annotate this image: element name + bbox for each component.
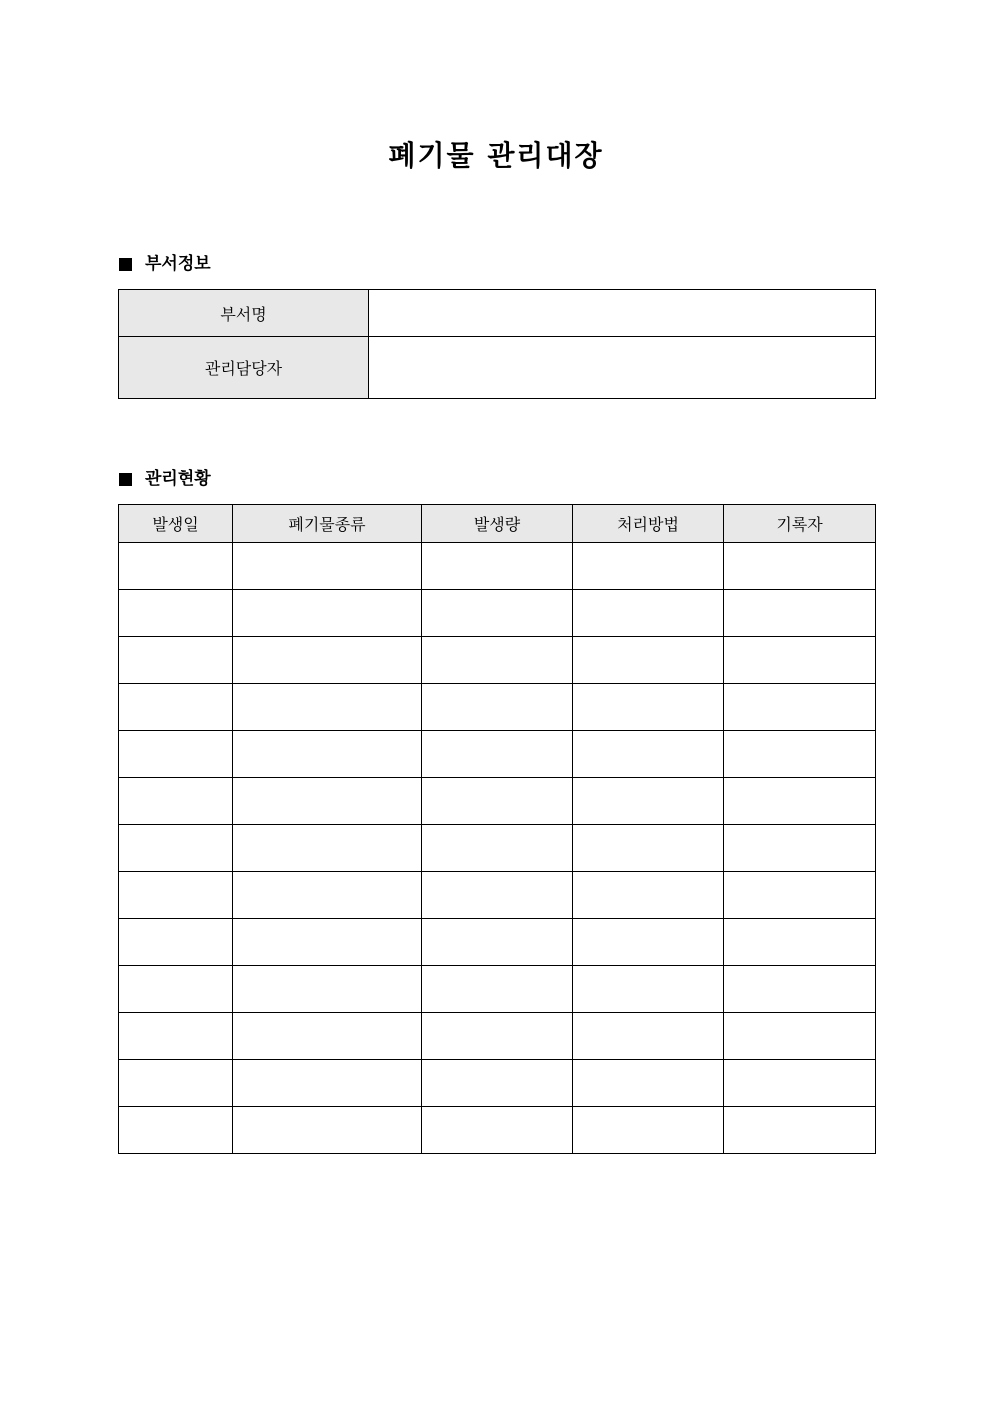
disposal-method-cell[interactable]: [573, 919, 724, 966]
waste-type-cell[interactable]: [233, 590, 422, 637]
amount-cell[interactable]: [422, 637, 573, 684]
amount-cell[interactable]: [422, 590, 573, 637]
table-row: [119, 1013, 876, 1060]
amount-cell[interactable]: [422, 731, 573, 778]
column-header-date: 발생일: [119, 505, 233, 543]
recorder-cell[interactable]: [724, 919, 876, 966]
column-header-recorder: 기록자: [724, 505, 876, 543]
table-row: [119, 684, 876, 731]
date-cell[interactable]: [119, 1013, 233, 1060]
recorder-cell[interactable]: [724, 1060, 876, 1107]
disposal-method-cell[interactable]: [573, 778, 724, 825]
manager-label: 관리담당자: [119, 337, 369, 399]
date-cell[interactable]: [119, 684, 233, 731]
square-bullet-icon: [119, 258, 132, 271]
recorder-cell[interactable]: [724, 1107, 876, 1154]
amount-cell[interactable]: [422, 825, 573, 872]
amount-cell[interactable]: [422, 1013, 573, 1060]
date-cell[interactable]: [119, 872, 233, 919]
disposal-method-cell[interactable]: [573, 543, 724, 590]
table-row: [119, 919, 876, 966]
table-row: [119, 966, 876, 1013]
waste-type-cell[interactable]: [233, 684, 422, 731]
square-bullet-icon: [119, 473, 132, 486]
recorder-cell[interactable]: [724, 543, 876, 590]
table-row: [119, 543, 876, 590]
amount-cell[interactable]: [422, 543, 573, 590]
waste-type-cell[interactable]: [233, 825, 422, 872]
recorder-cell[interactable]: [724, 1013, 876, 1060]
table-row: [119, 731, 876, 778]
waste-type-cell[interactable]: [233, 919, 422, 966]
table-row: [119, 337, 876, 399]
waste-status-table: [118, 504, 876, 1154]
disposal-method-cell[interactable]: [573, 966, 724, 1013]
amount-cell[interactable]: [422, 1060, 573, 1107]
amount-cell[interactable]: [422, 778, 573, 825]
date-cell[interactable]: [119, 778, 233, 825]
recorder-cell[interactable]: [724, 637, 876, 684]
amount-cell[interactable]: [422, 1107, 573, 1154]
table-row: [119, 590, 876, 637]
table-row: [119, 872, 876, 919]
disposal-method-cell[interactable]: [573, 731, 724, 778]
page-title: 폐기물 관리대장: [388, 139, 604, 172]
date-cell[interactable]: [119, 731, 233, 778]
waste-type-cell[interactable]: [233, 1107, 422, 1154]
recorder-cell[interactable]: [724, 590, 876, 637]
disposal-method-cell[interactable]: [573, 684, 724, 731]
recorder-cell[interactable]: [724, 966, 876, 1013]
table-row: [119, 637, 876, 684]
column-header-waste-type: 폐기물종류: [233, 505, 422, 543]
table-row: [119, 825, 876, 872]
waste-type-cell[interactable]: [233, 731, 422, 778]
amount-cell[interactable]: [422, 872, 573, 919]
table-header-row: [119, 505, 876, 543]
disposal-method-cell[interactable]: [573, 590, 724, 637]
table-row: [119, 1107, 876, 1154]
table-row: [119, 1060, 876, 1107]
waste-type-cell[interactable]: [233, 778, 422, 825]
column-header-disposal-method: 처리방법: [573, 505, 724, 543]
recorder-cell[interactable]: [724, 684, 876, 731]
section-heading-label: 관리현황: [145, 469, 211, 489]
department-name-field[interactable]: [369, 290, 876, 337]
amount-cell[interactable]: [422, 684, 573, 731]
waste-type-cell[interactable]: [233, 1060, 422, 1107]
section-heading-department: [119, 252, 211, 276]
manager-field[interactable]: [369, 337, 876, 399]
amount-cell[interactable]: [422, 919, 573, 966]
disposal-method-cell[interactable]: [573, 825, 724, 872]
disposal-method-cell[interactable]: [573, 1060, 724, 1107]
department-info-table: [118, 289, 876, 399]
date-cell[interactable]: [119, 825, 233, 872]
waste-type-cell[interactable]: [233, 637, 422, 684]
disposal-method-cell[interactable]: [573, 872, 724, 919]
date-cell[interactable]: [119, 1107, 233, 1154]
recorder-cell[interactable]: [724, 825, 876, 872]
waste-type-cell[interactable]: [233, 872, 422, 919]
date-cell[interactable]: [119, 1060, 233, 1107]
column-header-amount: 발생량: [422, 505, 573, 543]
disposal-method-cell[interactable]: [573, 1107, 724, 1154]
waste-type-cell[interactable]: [233, 966, 422, 1013]
date-cell[interactable]: [119, 637, 233, 684]
date-cell[interactable]: [119, 590, 233, 637]
waste-type-cell[interactable]: [233, 1013, 422, 1060]
recorder-cell[interactable]: [724, 778, 876, 825]
disposal-method-cell[interactable]: [573, 1013, 724, 1060]
date-cell[interactable]: [119, 919, 233, 966]
amount-cell[interactable]: [422, 966, 573, 1013]
section-heading-label: 부서정보: [145, 254, 211, 274]
disposal-method-cell[interactable]: [573, 637, 724, 684]
table-row: [119, 290, 876, 337]
table-row: [119, 778, 876, 825]
date-cell[interactable]: [119, 543, 233, 590]
date-cell[interactable]: [119, 966, 233, 1013]
recorder-cell[interactable]: [724, 872, 876, 919]
recorder-cell[interactable]: [724, 731, 876, 778]
section-heading-status: [119, 467, 211, 491]
department-name-label: 부서명: [119, 290, 369, 337]
waste-type-cell[interactable]: [233, 543, 422, 590]
